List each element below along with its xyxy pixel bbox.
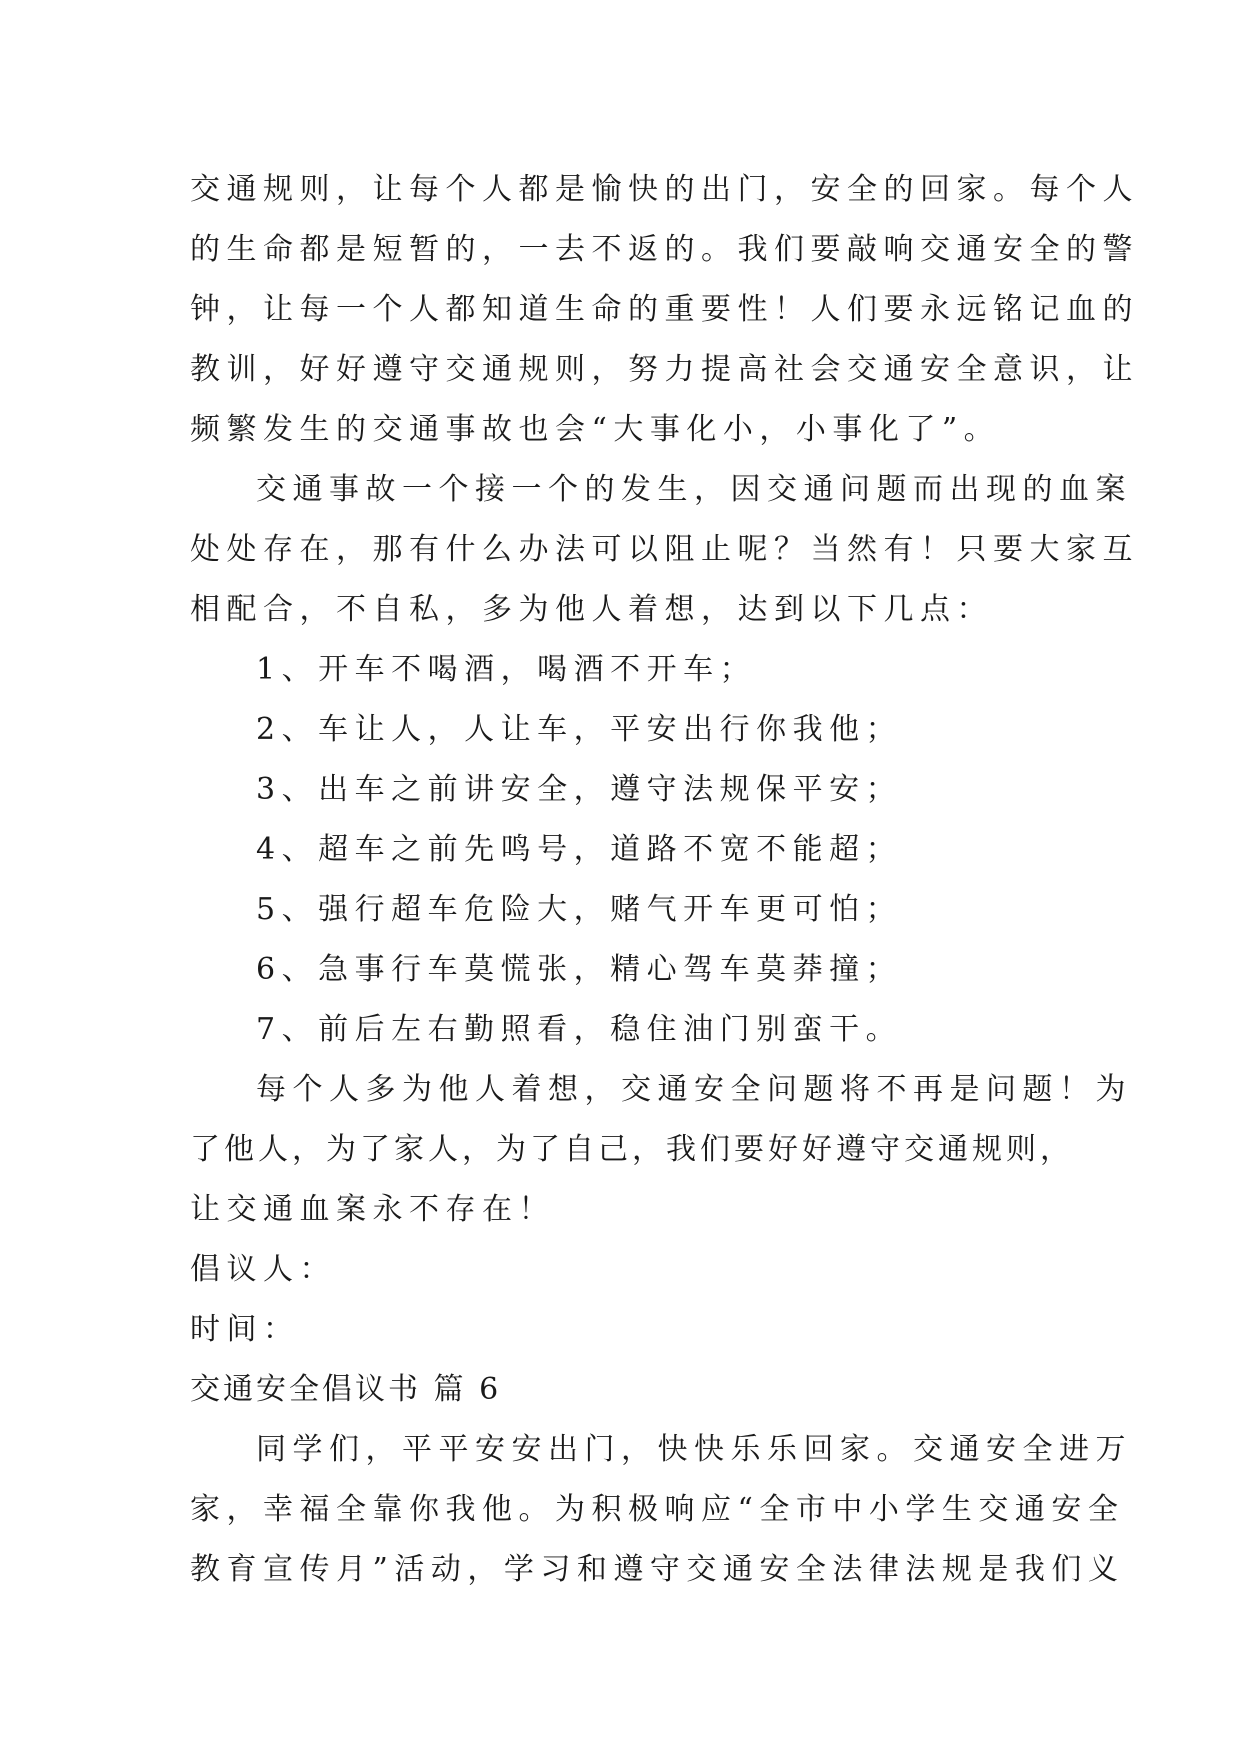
paragraph-line: 频繁发生的交通事故也会“大事化小，小事化了”。 bbox=[190, 412, 1001, 447]
list-item: 7、前后左右勤照看，稳住油门别蛮干。 bbox=[256, 1012, 903, 1047]
paragraph-line: 教育宣传月”活动，学习和遵守交通安全法律法规是我们义 bbox=[190, 1552, 1125, 1587]
paragraph-line: 家，幸福全靠你我他。为积极响应“全市中小学生交通安全 bbox=[190, 1492, 1125, 1527]
document-body bbox=[190, 160, 1139, 1600]
paragraph-line: 了他人，为了家人，为了自己，我们要好好遵守交通规则， bbox=[190, 1132, 1074, 1167]
paragraph-line: 相配合，不自私，多为他人着想，达到以下几点： bbox=[190, 592, 993, 627]
paragraph-line: 的生命都是短暂的，一去不返的。我们要敲响交通安全的警 bbox=[190, 232, 1139, 267]
paragraph-line: 交通规则，让每个人都是愉快的出门，安全的回家。每个人 bbox=[190, 172, 1139, 207]
list-item: 3、出车之前讲安全，遵守法规保平安； bbox=[256, 772, 903, 807]
list-item: 5、强行超车危险大，赌气开车更可怕； bbox=[256, 892, 903, 927]
paragraph-line: 让交通血案永不存在！ bbox=[190, 1192, 555, 1227]
list-item: 6、急事行车莫慌张，精心驾车莫莽撞； bbox=[256, 952, 903, 987]
paragraph-line: 同学们，平平安安出门，快快乐乐回家。交通安全进万 bbox=[256, 1432, 1132, 1467]
proposer-label: 倡议人： bbox=[190, 1252, 336, 1287]
list-item: 2、车让人，人让车，平安出行你我他； bbox=[256, 712, 903, 747]
paragraph-line: 钟，让每一个人都知道生命的重要性！人们要永远铭记血的 bbox=[190, 292, 1139, 327]
list-item: 1、开车不喝酒，喝酒不开车； bbox=[256, 652, 757, 687]
paragraph-line: 每个人多为他人着想，交通安全问题将不再是问题！为 bbox=[256, 1072, 1132, 1107]
paragraph-line: 教训，好好遵守交通规则，努力提高社会交通安全意识，让 bbox=[190, 352, 1139, 387]
list-item: 4、超车之前先鸣号，道路不宽不能超； bbox=[256, 832, 903, 867]
section-title: 交通安全倡议书 篇 6 bbox=[190, 1372, 502, 1407]
paragraph-line: 处处存在，那有什么办法可以阻止呢？当然有！只要大家互 bbox=[190, 532, 1139, 567]
paragraph-line: 交通事故一个接一个的发生，因交通问题而出现的血案 bbox=[256, 472, 1132, 507]
date-label: 时间： bbox=[190, 1312, 300, 1347]
